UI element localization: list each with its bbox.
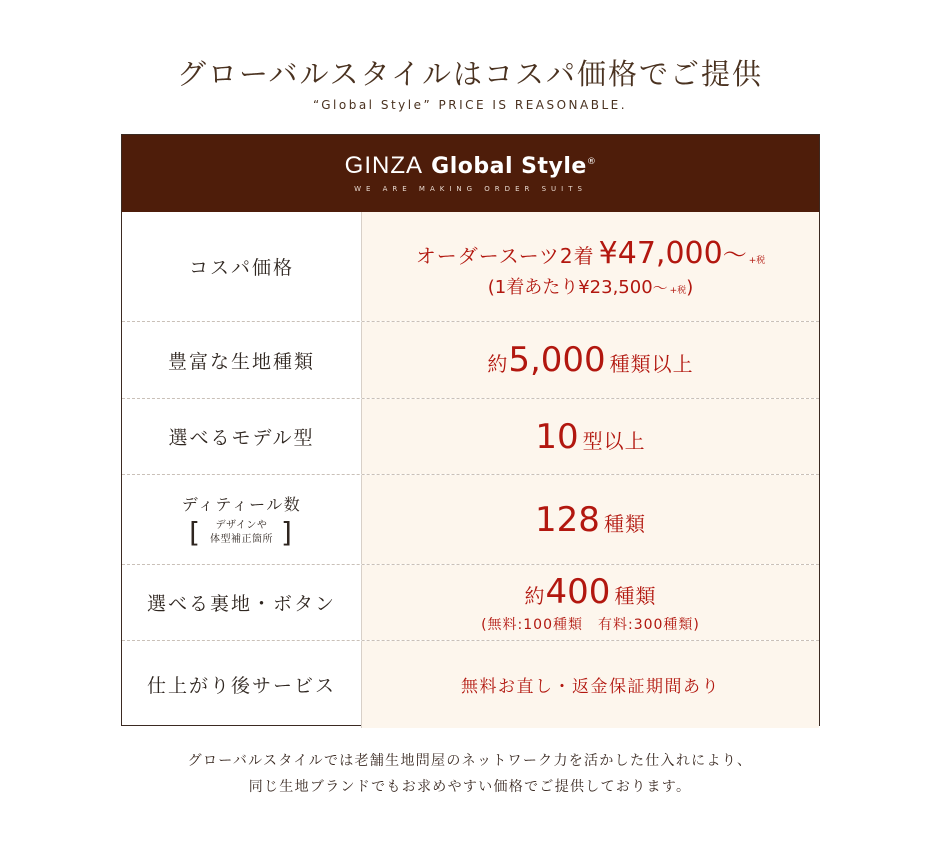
table-header [122,135,819,212]
value-unit: 種類以上 [609,352,694,376]
note-line1: デザインや [215,519,268,531]
comparison-table [121,134,820,726]
table-row [122,321,819,398]
row-label-lining: 選べる裏地・ボタン [122,565,362,640]
value-unit: 型以上 [582,428,646,453]
unit-price-close: ) [686,276,694,298]
service-text: 無料お直し・返金保証期間あり [461,677,720,697]
table-row [122,564,819,640]
row-value-cospa [362,212,819,321]
brand-tagline: WE ARE MAKING ORDER SUITS [354,185,587,193]
footer-line2: 同じ生地ブランドでもお求めやすい価格でご提供しております。 [248,779,692,795]
brand-name-ginza: GINZA [344,152,424,179]
table-row [122,398,819,474]
row-value-lining [362,565,819,640]
unit-price-text: (1着あたり¥23,500 [487,276,653,298]
brand-logo [122,151,819,180]
row-label-detail [122,475,362,564]
value-prefix: 約 [524,583,546,608]
row-label-cospa: コスパ価格 [122,212,362,321]
row-label-fabric: 豊富な生地種類 [122,322,362,398]
tax-note: +税 [748,255,766,266]
row-value-detail [362,475,819,564]
value-unit: 種類 [614,583,657,608]
row-value-fabric [362,322,819,398]
value-breakdown: (無料:100種類 有料:300種類) [481,616,700,633]
table-row [122,474,819,564]
value-number: 400 [545,571,611,612]
table-row [122,640,819,728]
footer-line1: グローバルスタイルでは老舗生地問屋のネットワーク力を活かした仕入れにより、 [187,753,753,769]
bracket-open: [ [189,516,202,549]
value-number: 128 [535,499,600,540]
detail-note [189,516,294,549]
price-text: オーダースーツ2着 [415,243,595,268]
page-subtitle: “Global Style” PRICE IS REASONABLE. [312,98,628,112]
table-row [122,212,819,321]
value-prefix: 約 [487,352,509,376]
value-unit: 種類 [603,511,646,536]
unit-price-suffix: 〜 [652,278,668,297]
row-value-model [362,399,819,474]
value-number: 5,000 [508,340,606,380]
bracket-close: ] [281,516,294,549]
row-label-service: 仕上がり後サービス [122,641,362,728]
registered-mark: ® [586,157,597,167]
row-value-service [362,641,819,728]
unit-tax-note: +税 [669,285,687,296]
page-title: グローバルスタイルはコスパ価格でご提供 [176,57,764,91]
price-suffix: 〜 [722,240,747,269]
row-label-model: 選べるモデル型 [122,399,362,474]
footer-note [0,748,940,800]
brand-name-global-style: Global Style [431,154,587,179]
value-number: 10 [535,416,579,457]
detail-label: ディティール数 [181,494,302,514]
price-amount: ¥47,000 [598,235,723,271]
note-line2: 体型補正箇所 [210,534,273,545]
